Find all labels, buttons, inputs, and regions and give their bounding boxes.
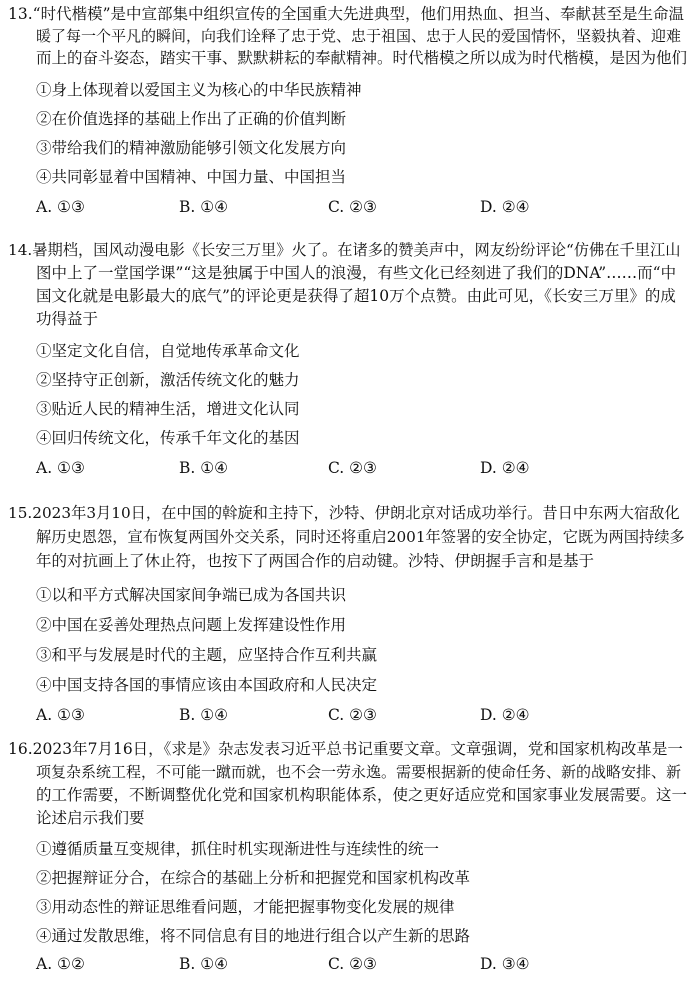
question-stem-line: 论述启示我们要 xyxy=(36,809,145,827)
question-stem-line: 16.2023年7月16日，《求是》杂志发表习近平总书记重要文章。文章强调，党和国家机构改革是一 xyxy=(8,740,683,758)
question-stem-line: 而上的奋斗姿态，踏实干事、默默耕耘的奉献精神。时代楷模之所以成为时代楷模，是因为他们 xyxy=(36,49,688,67)
answer-choice-d: D. ③④ xyxy=(480,955,530,973)
answer-choices xyxy=(36,458,676,478)
question-stem-line: 项复杂系统工程，不可能一蹴而就，也不会一劳永逸。需要根据新的使命任务、新的战略安排、新 xyxy=(36,763,682,781)
question-option: ④回归传统文化，传承千年文化的基因 xyxy=(36,429,300,447)
question-option: ④中国支持各国的事情应该由本国政府和人民决定 xyxy=(36,676,378,694)
answer-choice-d: D. ②④ xyxy=(480,706,530,724)
question-option: ②中国在妥善处理热点问题上发挥建设性作用 xyxy=(36,616,347,634)
answer-choice-b: B. ①④ xyxy=(179,198,229,216)
question-option: ②把握辩证分合，在综合的基础上分析和把握党和国家机构改革 xyxy=(36,869,471,887)
question-option: ①遵循质量互变规律，抓住时机实现渐进性与连续性的统一 xyxy=(36,840,440,858)
answer-choice-c: C. ②③ xyxy=(328,459,377,477)
question-stem-line: 15.2023年3月10日，在中国的斡旋和主持下，沙特、伊朗北京对话成功举行。昔日中东两大宿敌化 xyxy=(8,504,680,522)
question-option: ②坚持守正创新，激活传统文化的魅力 xyxy=(36,371,300,389)
question-stem-line: 暖了每一个平凡的瞬间，向我们诠释了忠于党、忠于祖国、忠于人民的爱国情怀，坚毅执着、迎难 xyxy=(36,27,682,45)
answer-choice-b: B. ①④ xyxy=(179,955,229,973)
question-option: ③贴近人民的精神生活，增进文化认同 xyxy=(36,400,300,418)
question-stem-line: 国文化就是电影最大的底气”的评论更是获得了超10万个点赞。由此可见，《长安三万里》的成 xyxy=(36,287,676,305)
answer-choices xyxy=(36,705,676,725)
answer-choice-a: A. ①③ xyxy=(36,198,85,216)
question-stem-line: 功得益于 xyxy=(36,310,99,328)
question-option: ①以和平方式解决国家间争端已成为各国共识 xyxy=(36,586,347,604)
question-stem-line: 图中上了一堂国学课”“这是独属于中国人的浪漫，有些文化已经刻进了我们的DNA”……而“中 xyxy=(36,264,677,282)
question-stem-line: 13.“时代楷模”是中宣部集中组织宣传的全国重大先进典型，他们用热血、担当、奉献甚至是生命温 xyxy=(8,5,685,23)
answer-choice-c: C. ②③ xyxy=(328,955,377,973)
answer-choice-c: C. ②③ xyxy=(328,706,377,724)
answer-choice-a: A. ①③ xyxy=(36,459,85,477)
answer-choice-a: A. ①③ xyxy=(36,706,85,724)
answer-choices xyxy=(36,197,676,217)
question-stem-line: 年的对抗画上了休止符，也按下了两国合作的启动键。沙特、伊朗握手言和是基于 xyxy=(36,552,595,570)
question-option: ③用动态性的辩证思维看问题，才能把握事物变化发展的规律 xyxy=(36,898,455,916)
question-option: ③和平与发展是时代的主题，应坚持合作互利共赢 xyxy=(36,646,378,664)
question-option: ①身上体现着以爱国主义为核心的中华民族精神 xyxy=(36,81,362,99)
answer-choice-d: D. ②④ xyxy=(480,459,530,477)
question-stem-line: 14.暑期档，国风动漫电影《长安三万里》火了。在诸多的赞美声中，网友纷纷评论“仿佛在千里江山 xyxy=(8,241,681,259)
question-option: ①坚定文化自信，自觉地传承革命文化 xyxy=(36,342,300,360)
answer-choices xyxy=(36,954,676,974)
question-option: ④通过发散思维，将不同信息有目的地进行组合以产生新的思路 xyxy=(36,927,471,945)
question-option: ②在价值选择的基础上作出了正确的价值判断 xyxy=(36,110,347,128)
question-option: ③带给我们的精神激励能够引领文化发展方向 xyxy=(36,139,347,157)
answer-choice-b: B. ①④ xyxy=(179,459,229,477)
answer-choice-c: C. ②③ xyxy=(328,198,377,216)
question-stem-line: 解历史恩怨，宣布恢复两国外交关系，同时还将重启2001年签署的安全协定，它既为两国持续多 xyxy=(36,528,685,546)
question-option: ④共同彰显着中国精神、中国力量、中国担当 xyxy=(36,168,347,186)
answer-choice-b: B. ①④ xyxy=(179,706,229,724)
answer-choice-a: A. ①② xyxy=(36,955,85,973)
answer-choice-d: D. ②④ xyxy=(480,198,530,216)
question-stem-line: 的工作需要，不断调整优化党和国家机构职能体系，使之更好适应党和国家事业发展需要。这一 xyxy=(36,786,688,804)
